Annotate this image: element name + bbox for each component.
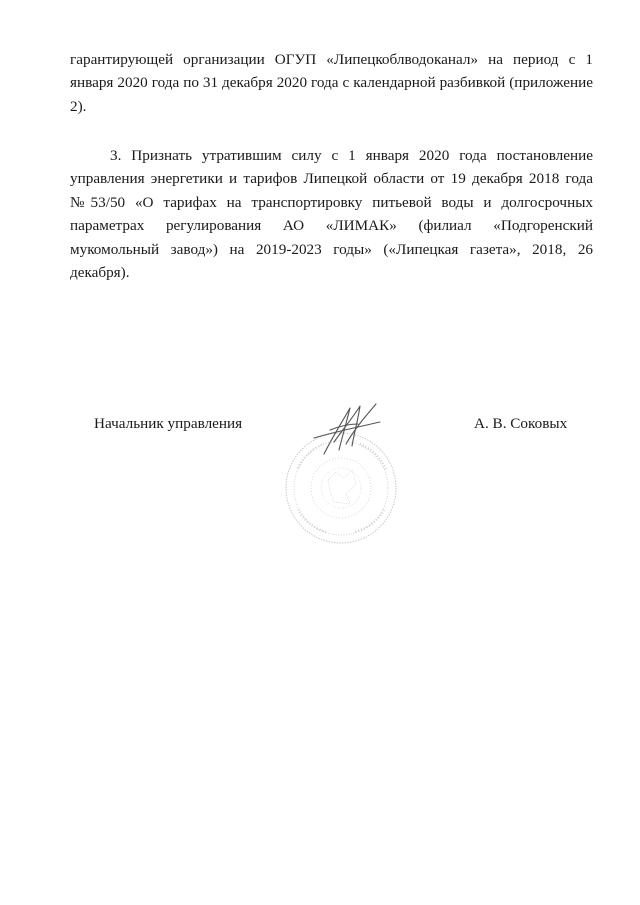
official-seal [286,433,396,543]
signer-name: А. В. Соковых [474,415,568,432]
seal-and-signature [284,398,404,568]
handwritten-signature [314,404,380,454]
signer-position-title: Начальник управления [94,415,243,432]
paragraph-continued: гарантирующей организации ОГУП «Липецкоблводоканал» на период с 1 января 2020 года по 31 декабря 2020 года с календарной разбивкой (приложение 2). [70,51,593,115]
paragraph-3: 3. Признать утратившим силу с 1 января 2020 года постановление управления энергетики и тарифов Липецкой области от 19 декабря 2018 года №53/50 «О тарифах на транспортировку питьевой воды и долгосрочных параметрах регулирования АО «ЛИМАК» (филиал «Подгоренский мукомольный завод») на 2019-2023 годы» («Липецкая газета», 2018, 26 декабря). [70,147,593,282]
